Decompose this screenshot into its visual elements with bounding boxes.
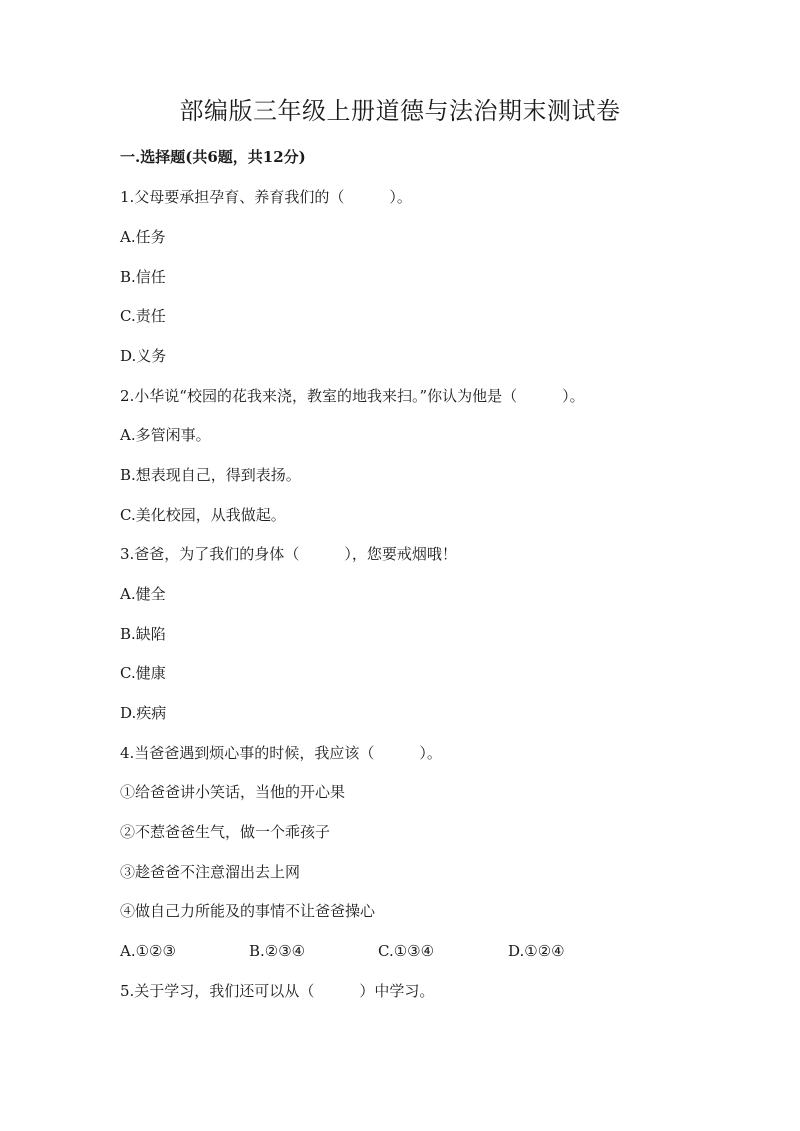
question-3-option-d: D.疾病 (120, 704, 167, 722)
question-3-option-a: A.健全 (120, 585, 166, 603)
question-2-option-b: B.想表现自己，得到表扬。 (120, 466, 301, 484)
question-1-stem: 1.父母要承担孕育、养育我们的（ ）。 (120, 188, 412, 206)
question-4-statement-3: ③趁爸爸不注意溜出去上网 (120, 863, 301, 881)
question-3-option-b: B.缺陷 (120, 625, 166, 643)
question-2-stem: 2.小华说“校园的花我来浇，教室的地我来扫。”你认为他是（ ）。 (120, 387, 585, 405)
question-4-statement-1: ①给爸爸讲小笑话，当他的开心果 (120, 783, 346, 801)
question-4-stem: 4.当爸爸遇到烦心事的时候，我应该（ ）。 (120, 744, 442, 762)
question-2-option-c: C.美化校园，从我做起。 (120, 506, 286, 524)
question-4-option-b: B.②③④ (249, 942, 306, 960)
section-header-multiple-choice: 一.选择题(共6题，共12分) (120, 148, 306, 166)
question-4-statement-2: ②不惹爸爸生气，做一个乖孩子 (120, 823, 331, 841)
question-1-option-a: A.任务 (120, 228, 166, 246)
question-3-option-c: C.健康 (120, 664, 166, 682)
question-4-option-d: D.①②④ (508, 942, 565, 960)
question-1-option-b: B.信任 (120, 268, 166, 286)
question-4-option-c: C.①③④ (378, 942, 435, 960)
question-4-statement-4: ④做自己力所能及的事情不让爸爸操心 (120, 902, 376, 920)
question-4-option-a: A.①②③ (120, 942, 176, 960)
question-2-option-a: A.多管闲事。 (120, 426, 211, 444)
question-5-stem: 5.关于学习，我们还可以从（ ）中学习。 (120, 982, 435, 1000)
question-1-option-d: D.义务 (120, 347, 167, 365)
question-1-option-c: C.责任 (120, 307, 166, 325)
exam-title: 部编版三年级上册道德与法治期末测试卷 (179, 97, 621, 125)
question-3-stem: 3.爸爸，为了我们的身体（ ），您要戒烟哦！ (120, 545, 457, 563)
